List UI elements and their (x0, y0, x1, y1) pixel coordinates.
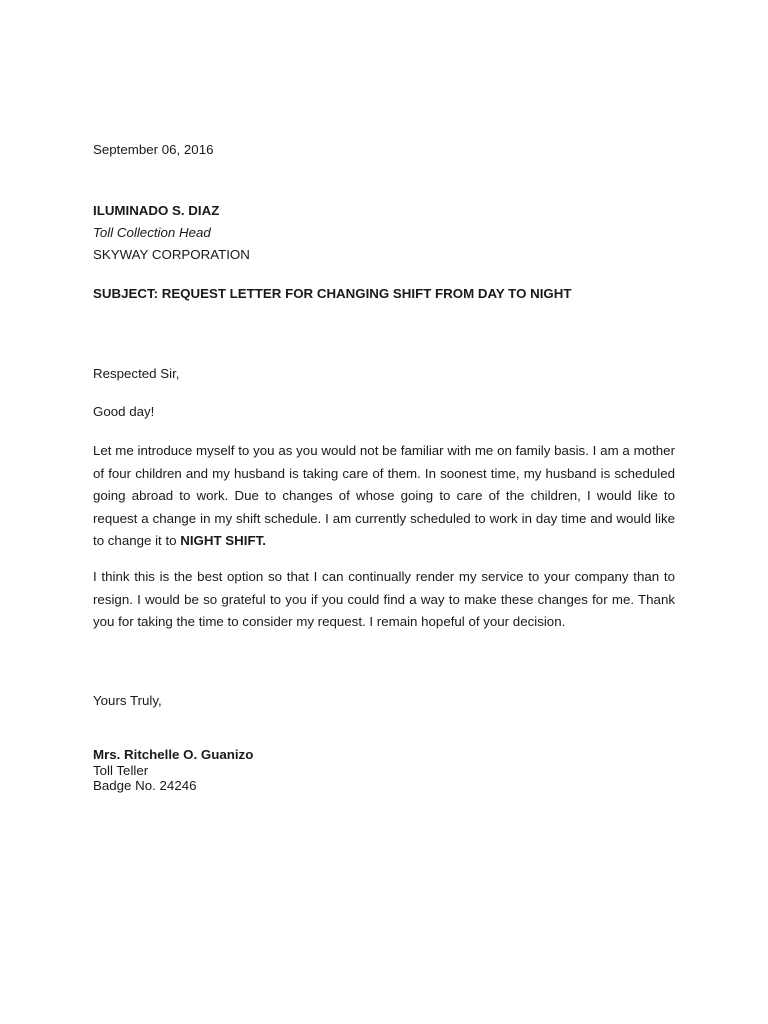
recipient-company: SKYWAY CORPORATION (93, 247, 250, 262)
greeting: Good day! (93, 404, 155, 419)
night-shift-emphasis: NIGHT SHIFT. (180, 533, 266, 548)
recipient-title: Toll Collection Head (93, 225, 211, 240)
body-paragraph-1-text: Let me introduce myself to you as you would not be familiar with me on family basis. I am a mother of four children and my husband is taking care of them. In soonest time, my husband is scheduled going abroad to work. Due to changes of whose going to care of the children, I would like to request a change in my shift schedule. I am currently scheduled to work in day time and would like to change it to (93, 443, 675, 548)
letter-date: September 06, 2016 (93, 142, 214, 157)
body-paragraph-2: I think this is the best option so that I can continually render my service to your company than to resign. I would be so grateful to you if you could find a way to make these changes for me. Thank you for taking the time to consider my request. I remain hopeful of your decision. (93, 569, 675, 629)
signature-position: Toll Teller (93, 763, 149, 778)
body-paragraph-1 (93, 440, 675, 553)
signature-name: Mrs. Ritchelle O. Guanizo (93, 747, 254, 762)
signature-badge: Badge No. 24246 (93, 778, 197, 793)
recipient-name: ILUMINADO S. DIAZ (93, 203, 220, 218)
closing: Yours Truly, (93, 693, 162, 708)
salutation: Respected Sir, (93, 366, 180, 381)
letter-subject: SUBJECT: REQUEST LETTER FOR CHANGING SHIFT FROM DAY TO NIGHT (93, 286, 572, 301)
